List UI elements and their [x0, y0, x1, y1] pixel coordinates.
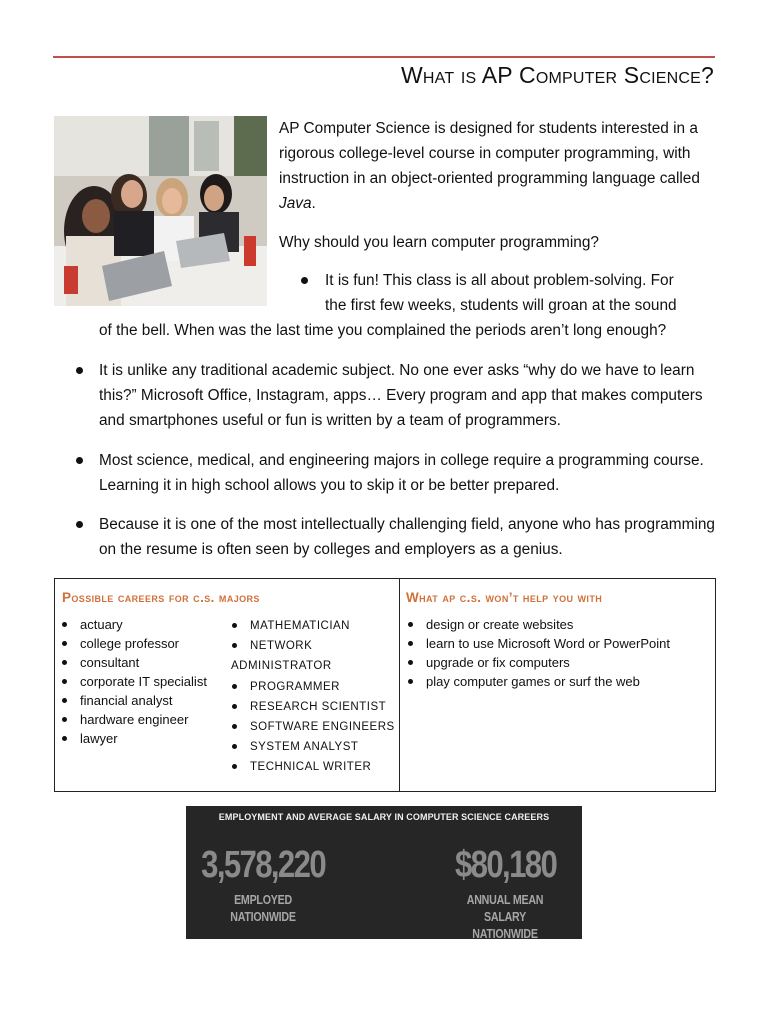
- career-item: [231, 636, 395, 656]
- bullet-dot: [232, 704, 237, 709]
- box-divider: [399, 579, 400, 791]
- career-item: [61, 672, 207, 691]
- why-question: Why should you learn computer programming?: [279, 234, 599, 251]
- salary-caption-line-2: NATIONWIDE: [472, 926, 538, 941]
- career-item: [231, 757, 395, 777]
- employed-stat-caption: EMPLOYED NATIONWIDE: [230, 892, 296, 924]
- bullet-dot: [408, 660, 413, 665]
- career-item: [61, 615, 207, 634]
- bullet-list: [76, 512, 716, 562]
- bullet-1-line-3: of the bell. When was the last time you complained the periods aren’t long enough?: [99, 322, 667, 339]
- wont-help-list: [407, 615, 670, 691]
- career-label: NETWORK: [250, 640, 313, 653]
- bullet-item-1: [99, 268, 719, 343]
- bullet-dot: [232, 764, 237, 769]
- career-label: consultant: [80, 655, 140, 670]
- wont-help-item: [407, 672, 670, 691]
- career-label: SYSTEM ANALYST: [250, 741, 359, 754]
- bullet-item-3: [76, 448, 716, 498]
- careers-list-1: [61, 615, 207, 748]
- bullet-item-4: [76, 512, 716, 562]
- wont-help-heading: What ap c.s. won’t help you with: [406, 590, 603, 605]
- career-item-continued: [231, 656, 395, 676]
- employed-stat-value: 3,578,220: [201, 844, 326, 886]
- bullet-dot: [76, 367, 83, 374]
- bullet-4-text: Because it is one of the most intellectually challenging field, anyone who has programming on the resume is often seen by colleges and employers as a genius.: [99, 516, 715, 558]
- careers-heading: Possible careers for c.s. majors: [62, 590, 260, 605]
- careers-box: [54, 578, 716, 792]
- bullet-dot: [232, 643, 237, 648]
- bullet-dot: [408, 679, 413, 684]
- bullet-dot: [232, 744, 237, 749]
- career-item: [61, 653, 207, 672]
- bullet-dot: [408, 622, 413, 627]
- bullet-dot: [232, 684, 237, 689]
- wont-help-item: [407, 615, 670, 634]
- bullet-dot: [232, 623, 237, 628]
- career-label: SOFTWARE ENGINEERS: [250, 721, 395, 734]
- page-title: What is AP Computer Science?: [401, 62, 714, 88]
- career-item: [231, 697, 395, 717]
- wont-help-item: [407, 653, 670, 672]
- career-item: [231, 717, 395, 737]
- bullet-dot: [76, 521, 83, 528]
- wont-help-label: play computer games or surf the web: [426, 674, 640, 689]
- career-item: [231, 677, 395, 697]
- bullet-1-line-2: the first few weeks, students will groan at the sound: [325, 297, 677, 314]
- intro-java: Java: [279, 195, 312, 212]
- career-item: [61, 729, 207, 748]
- intro-end: .: [311, 195, 316, 212]
- career-item: [61, 710, 207, 729]
- bullet-dot: [76, 457, 83, 464]
- stats-banner: [186, 806, 582, 939]
- bullet-1-line-1: It is fun! This class is all about problem-solving. For: [325, 272, 674, 289]
- career-label: lawyer: [80, 731, 118, 746]
- bullet-dot: [232, 724, 237, 729]
- bullet-list: [76, 448, 716, 498]
- career-label: financial analyst: [80, 693, 173, 708]
- wont-help-label: learn to use Microsoft Word or PowerPoint: [426, 636, 670, 651]
- bullet-dot: [62, 698, 67, 703]
- career-label: TECHNICAL WRITER: [250, 761, 372, 774]
- career-item: [231, 616, 395, 636]
- salary-stat-value: $80,180: [454, 844, 557, 886]
- career-item: [61, 691, 207, 710]
- bullet-2-text: It is unlike any traditional academic subject. No one ever asks “why do we have to learn this?” Microsoft Office, Instagram, apps… Every program and app that makes computers and smartphones useful or fun is written by a team of programmers.: [99, 362, 703, 429]
- career-item: [61, 634, 207, 653]
- bullet-list: [76, 358, 716, 433]
- careers-list-2: [231, 616, 395, 778]
- wont-help-label: upgrade or fix computers: [426, 655, 570, 670]
- career-label: hardware engineer: [80, 712, 189, 727]
- bullet-dot: [408, 641, 413, 646]
- header-rule: [53, 56, 715, 58]
- career-label: actuary: [80, 617, 123, 632]
- wont-help-label: design or create websites: [426, 617, 574, 632]
- bullet-dot: [62, 736, 67, 741]
- salary-caption-line-1: ANNUAL MEAN SALARY: [466, 892, 544, 924]
- career-label: corporate IT specialist: [80, 674, 207, 689]
- wont-help-item: [407, 634, 670, 653]
- bullet-3-text: Most science, medical, and engineering majors in college require a programming course. Learning it in high school allows you to skip it or be better prepared.: [99, 452, 704, 494]
- career-item: [231, 737, 395, 757]
- bullet-dot: [62, 641, 67, 646]
- intro-text: AP Computer Science is designed for students interested in a rigorous college-level course in computer programming, with instruction in an object-oriented programming language called: [279, 120, 700, 187]
- bullet-dot: [62, 717, 67, 722]
- bullet-item-2: [76, 358, 716, 433]
- career-label: ADMINISTRATOR: [231, 660, 332, 673]
- bullet-dot: [62, 660, 67, 665]
- bullet-dot: [62, 679, 67, 684]
- intro-paragraph: [279, 116, 719, 216]
- career-label: RESEARCH SCIENTIST: [250, 700, 387, 713]
- bullet-dot: [301, 277, 308, 284]
- banner-title: EMPLOYMENT AND AVERAGE SALARY IN COMPUTER SCIENCE CAREERS: [218, 812, 550, 822]
- career-label: MATHEMATICIAN: [250, 620, 350, 632]
- career-label: college professor: [80, 636, 179, 651]
- bullet-dot: [62, 622, 67, 627]
- salary-stat-caption: [448, 891, 563, 942]
- career-label: PROGRAMMER: [250, 680, 340, 693]
